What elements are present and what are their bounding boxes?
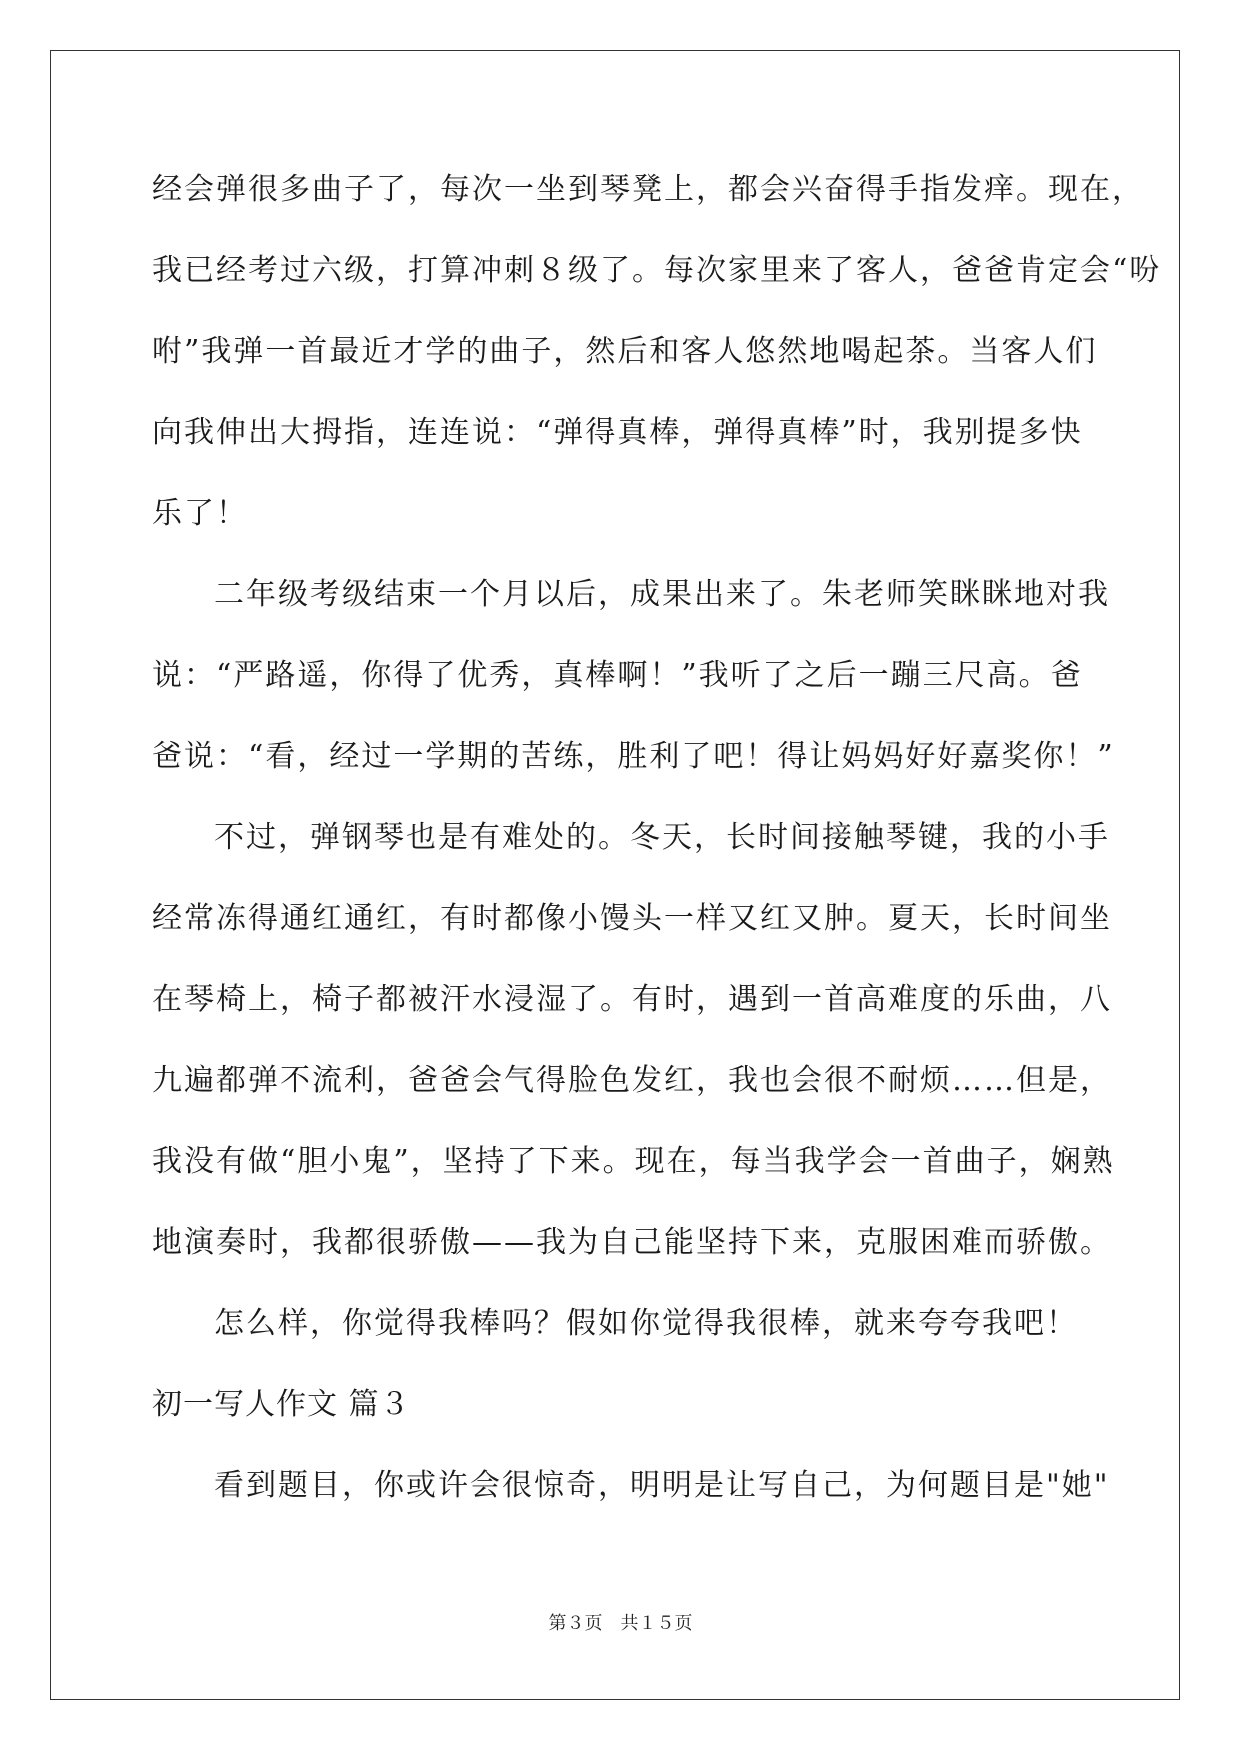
paragraph-start-line: 不过，弹钢琴也是有难处的。冬天，长时间接触琴键，我的小手: [214, 820, 1110, 855]
text-line: 向我伸出大拇指，连连说：“弹得真棒，弹得真棒”时，我别提多快: [152, 415, 1083, 450]
text-line: 乐了！: [152, 496, 248, 531]
document-body: [152, 160, 1162, 1537]
text-line: 九遍都弹不流利，爸爸会气得脸色发红，我也会很不耐烦……但是，: [152, 1063, 1112, 1098]
text-line: 在琴椅上，椅子都被汗水浸湿了。有时，遇到一首高难度的乐曲，八: [152, 982, 1112, 1017]
page-number-footer: 第３页 共１５页: [548, 1613, 693, 1634]
text-line: 咐”我弹一首最近才学的曲子，然后和客人悠然地喝起茶。当客人们: [152, 334, 1098, 369]
text-line: 说：“严路遥，你得了优秀，真棒啊！”我听了之后一蹦三尺高。爸: [152, 658, 1083, 693]
text-line: 经会弹很多曲子了，每次一坐到琴凳上，都会兴奋得手指发痒。现在，: [152, 172, 1144, 207]
paragraph-start-line: 怎么样，你觉得我棒吗？假如你觉得我很棒，就来夸夸我吧！: [214, 1306, 1078, 1341]
paragraph-start-line: 二年级考级结束一个月以后，成果出来了。朱老师笑眯眯地对我: [214, 577, 1110, 612]
section-heading: 初一写人作文 篇３: [152, 1387, 411, 1422]
text-line: 经常冻得通红通红，有时都像小馒头一样又红又肿。夏天，长时间坐: [152, 901, 1112, 936]
text-line: 地演奏时，我都很骄傲——我为自己能坚持下来，克服困难而骄傲。: [152, 1225, 1112, 1260]
paragraph-start-line: 看到题目，你或许会很惊奇，明明是让写自己，为何题目是"她": [214, 1468, 1110, 1503]
text-line: 我已经考过六级，打算冲刺８级了。每次家里来了客人，爸爸肯定会“吩: [152, 253, 1162, 288]
text-line: 爸说：“看，经过一学期的苦练，胜利了吧！得让妈妈好好嘉奖你！”: [152, 739, 1115, 774]
text-line: 我没有做“胆小鬼”，坚持了下来。现在，每当我学会一首曲子，娴熟: [152, 1144, 1115, 1179]
